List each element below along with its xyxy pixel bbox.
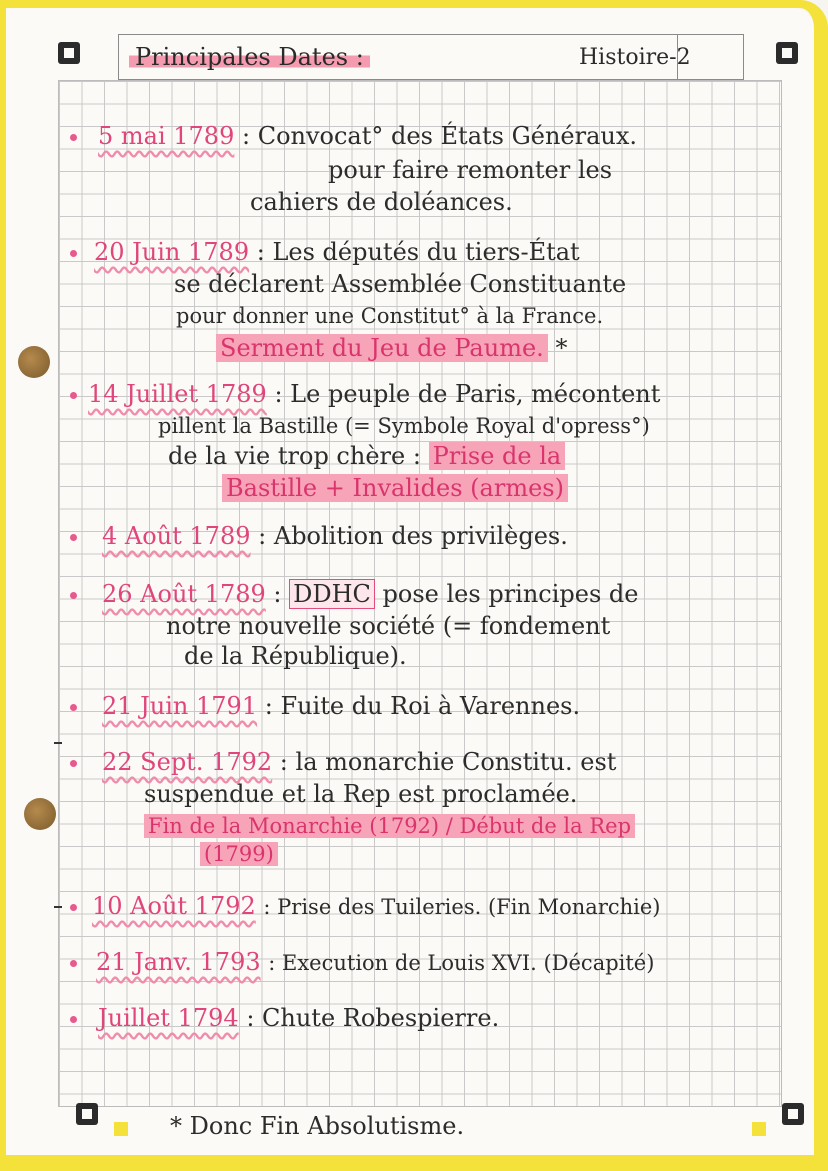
entry-text: : Chute Robespierre. [246, 1004, 500, 1032]
entry-text: notre nouvelle société (= fondement [166, 612, 611, 640]
bullet-icon [70, 592, 77, 599]
corner-mark-icon-top-left [58, 42, 80, 64]
entry-text: de la République). [184, 642, 407, 670]
highlight-text: (1799) [200, 842, 278, 866]
entry-text: pose les principes de [382, 580, 639, 608]
entry-date: 4 Août 1789 [102, 522, 251, 550]
entry-line [92, 892, 660, 921]
entry-line [216, 334, 567, 362]
entry-line [102, 692, 580, 720]
entry-text: : Le peuple de Paris, mécontent [274, 380, 661, 408]
subject-label: Histoire-2 [579, 45, 691, 70]
page-title: Principales Dates : [129, 43, 370, 71]
entry-text: : Execution de Louis XVI. (Décapité) [268, 951, 655, 975]
highlight-text: Prise de la [429, 442, 566, 470]
entry-line [168, 442, 565, 470]
entry-date: 20 Juin 1789 [94, 238, 250, 266]
entry-text: pour faire remonter les [328, 156, 613, 184]
entry-text: : Prise des Tuileries. (Fin Monarchie) [263, 895, 661, 919]
corner-mark-icon-bottom-right [782, 1103, 804, 1125]
highlight-text: Fin de la Monarchie (1792) / Début de la Rep [144, 814, 635, 838]
binder-hole-bottom [24, 798, 56, 830]
yellow-marker-bottom-left [114, 1122, 128, 1136]
entry-text: : Fuite du Roi à Varennes. [264, 692, 581, 720]
entry-date: 21 Juin 1791 [102, 692, 258, 720]
entry-date: 5 mai 1789 [98, 122, 235, 150]
entry-date: 22 Sept. 1792 [102, 748, 273, 776]
bullet-icon [70, 392, 77, 399]
entry-text: se déclarent Assemblée Constituante [174, 270, 627, 298]
entry-text: de la vie trop chère : [168, 442, 421, 470]
corner-mark-icon-bottom-left [76, 1103, 98, 1125]
entry-line [98, 122, 637, 150]
entry-line [96, 948, 654, 977]
entry-line [88, 380, 660, 408]
entry-text: cahiers de doléances. [250, 188, 513, 216]
margin-tick-2 [54, 906, 62, 908]
bullet-icon [70, 1016, 77, 1023]
bullet-icon [70, 534, 77, 541]
entry-date: 26 Août 1789 [102, 580, 266, 608]
binder-hole-top [18, 346, 50, 378]
entry-text: : la monarchie Constitu. est [279, 748, 617, 776]
highlight-text: Bastille + Invalides (armes) [222, 474, 568, 502]
entry-text: : Abolition des privilèges. [258, 522, 568, 550]
entry-text: suspendue et la Rep est proclamée. [144, 780, 578, 808]
corner-mark-icon-top-right [776, 42, 798, 64]
footnote: * Donc Fin Absolutisme. [170, 1112, 465, 1140]
bullet-icon [70, 760, 77, 767]
bullet-icon [70, 250, 77, 257]
entry-date: 14 Juillet 1789 [88, 380, 267, 408]
margin-tick-1 [54, 742, 62, 744]
entry-text: : Les députés du tiers-État [256, 238, 580, 266]
bullet-icon [70, 134, 77, 141]
entry-text: pillent la Bastille (= Symbole Royal d'opress°) [158, 414, 650, 438]
highlight-text: Serment du Jeu de Paume. [216, 334, 548, 362]
entry-date: 10 Août 1792 [92, 892, 256, 920]
yellow-marker-bottom-right [752, 1122, 766, 1136]
entry-line [102, 748, 616, 776]
entry-text: : Convocat° des États Généraux. [242, 122, 638, 150]
bullet-icon [70, 960, 77, 967]
entry-line [94, 238, 580, 266]
bullet-icon [70, 704, 77, 711]
entry-line: 26 Août 1789 : DDHC pose les principes de [102, 580, 639, 608]
entry-line [98, 1004, 499, 1032]
bullet-icon [70, 904, 77, 911]
entry-date: Juillet 1794 [98, 1004, 239, 1032]
header-box [118, 34, 744, 80]
entry-date: 21 Janv. 1793 [96, 948, 261, 976]
ddhc-box: DDHC [289, 579, 375, 609]
entry-text: pour donner une Constitut° à la France. [176, 304, 604, 328]
footnote-mark: * [555, 334, 568, 362]
entry-line [102, 522, 568, 550]
